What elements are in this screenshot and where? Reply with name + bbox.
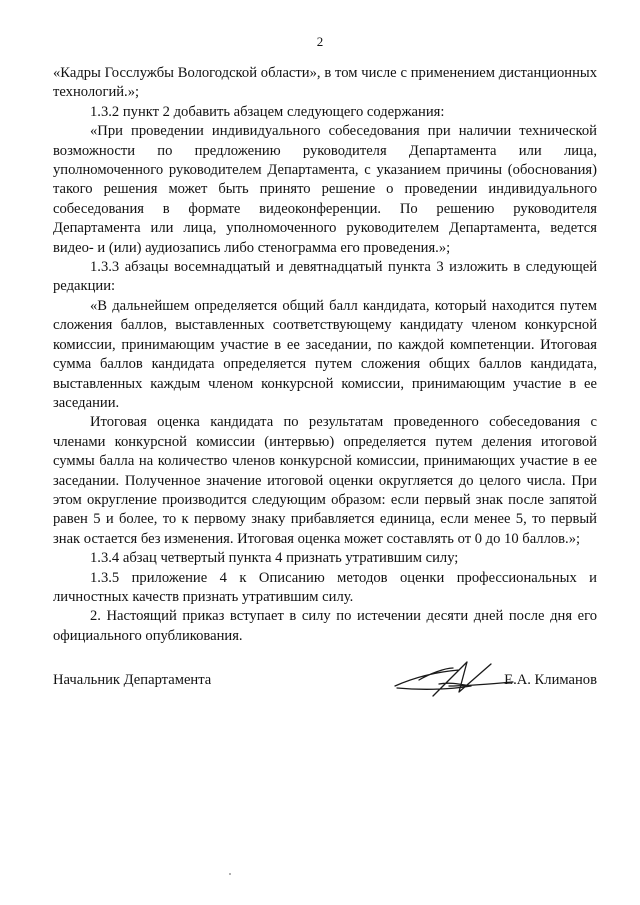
paragraph-quote-total-score: «В дальнейшем определяется общий балл кандидата, который находится путем сложения баллов, выставленных соответствующему кандидату членом конкурсной комиссии, принимающим участие в ее заседании, по каждой компетенции. Итоговая сумма баллов кандидата определяется путем сложения общих баллов кандидата, выставленных каждым членом конкурсной комиссии, принимающим участие в ее заседании.	[53, 297, 597, 411]
signer-title: Начальник Департамента	[53, 672, 212, 688]
paragraph-item-1-3-3: 1.3.3 абзацы восемнадцатый и девятнадцатый пункта 3 изложить в следующей редакции:	[53, 259, 597, 295]
paragraph-item-2: 2. Настоящий приказ вступает в силу по истечении десяти дней после дня его официального опубликования.	[53, 608, 597, 644]
paragraph-item-1-3-5: 1.3.5 приложение 4 к Описанию методов оценки профессиональных и личностных качеств признать утратившим силу.	[53, 569, 597, 605]
scan-speck	[229, 873, 231, 875]
paragraph-quote-interview: «При проведении индивидуального собеседования при наличии технической возможности по предложению руководителя Департамента или лица, уполномоченного руководителем Департамента, с указанием причины (обоснования) такого решения может быть принято решение о проведении индивидуального собеседования в формате видеоконференции. По решению руководителя Департамента или лица, уполномоченного руководителем Департамента, ведется видео- и (или) аудиозапись либо стенограмма его проведения.»;	[53, 123, 597, 256]
page-number: 2	[316, 34, 324, 49]
signature-block	[53, 672, 597, 694]
handwritten-signature	[389, 656, 519, 704]
signer-name: Е.А. Климанов	[504, 672, 597, 688]
document-body	[53, 64, 597, 646]
paragraph-item-1-3-4: 1.3.4 абзац четвертый пункта 4 признать утратившим силу;	[90, 550, 459, 567]
paragraph-continuation: «Кадры Госслужбы Вологодской области», в том числе с применением дистанционных технологий.»;	[53, 65, 597, 101]
paragraph-final-score: Итоговая оценка кандидата по результатам проведенного собеседования с членами конкурсной комиссии (интервью) определяется путем деления итоговой суммы балла на количество членов конкурсной комиссии, принимающих участие в ее заседании. Полученное значение итоговой оценки округляется до целого числа. При этом округление производится следующим образом: если первый знак после запятой равен 5 и более, то к первому знаку прибавляется единица, если менее 5, то первый знак остается без изменения. Итоговая оценка может составлять от 0 до 10 баллов.»;	[53, 414, 597, 547]
paragraph-item-1-3-2: 1.3.2 пункт 2 добавить абзацем следующего содержания:	[90, 103, 445, 120]
